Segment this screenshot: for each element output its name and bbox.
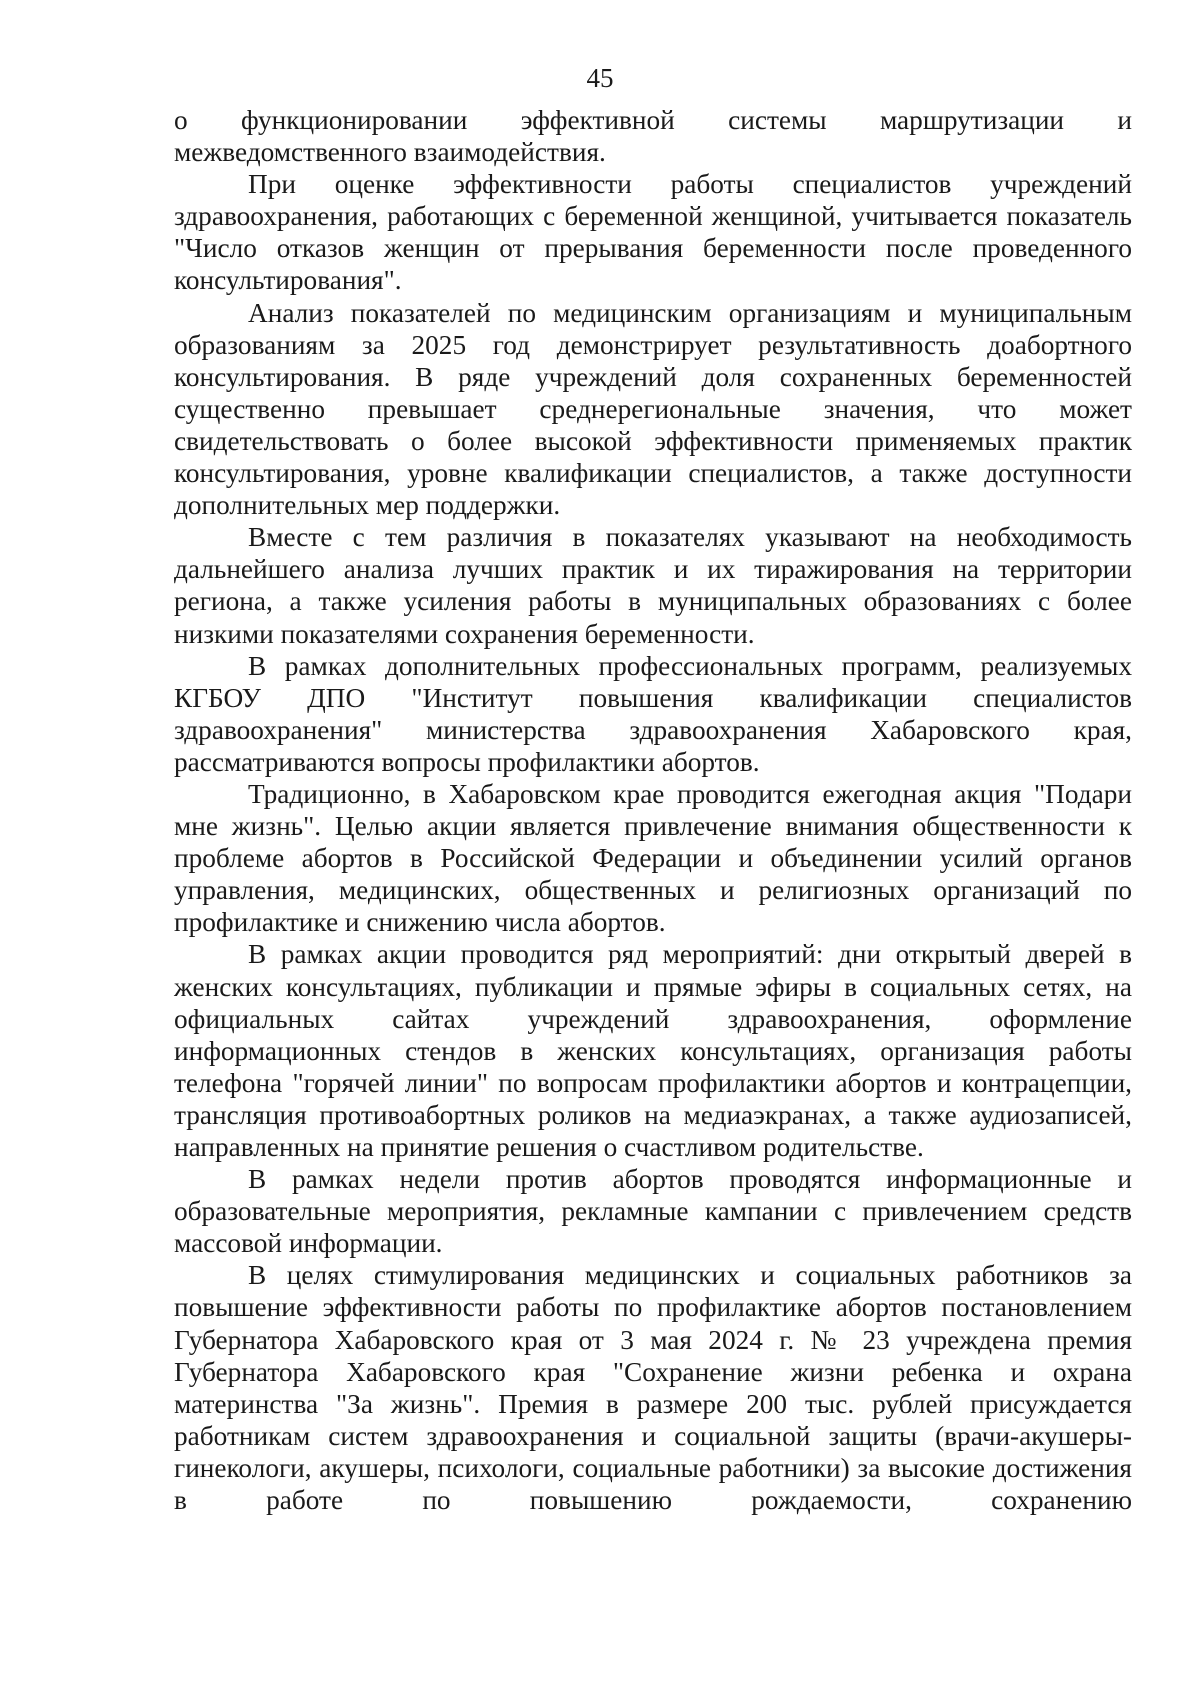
paragraph-annual-campaign: Традиционно, в Хабаровском крае проводится ежегодная акция "Подари мне жизнь". Целью акции является привлечение внимания общественности к проблеме абортов в Российской Федерации и объединении усилий органов управления, медицинских, общественных и религиозных организаций по профилактике и снижению числа абортов. [174,778,1132,938]
paragraph-anti-abortion-week: В рамках недели против абортов проводятся информационные и образовательные мероприятия, рекламные кампании с привлечением средств массовой информации. [174,1164,1132,1259]
paragraph-governor-award: В целях стимулирования медицинских и социальных работников за повышение эффективности работы по профилактике абортов постановлением Губернатора Хабаровского края от 3 мая 2024 г. № 23 учреждена премия Губернатора Хабаровского края "Сохранение жизни ребенка и охрана материнства "За жизнь". Премия в размере 200 тыс. рублей присуждается работникам систем здравоохранения и социальной защиты (врачи-акушеры-гинекологи, акушеры, психологи, социальные работники) за высокие достижения в работе по повышению рождаемости, сохранению [174,1260,1132,1516]
page-number: 45 [586,63,614,93]
paragraph-professional-programs: В рамках дополнительных профессиональных программ, реализуемых КГБОУ ДПО "Институт повышения квалификации специалистов здравоохранения" министерства здравоохранения Хабаровского края, рассматриваются вопросы профилактики абортов. [174,650,1132,777]
paragraph-evaluation-indicator: При оценке эффективности работы специалистов учреждений здравоохранения, работающих с беременной женщиной, учитывается показатель "Число отказов женщин от прерывания беременности после проведенного консультирования". [174,169,1132,296]
paragraph-analysis-2025: Анализ показателей по медицинским организациям и муниципальным образованиям за 2025 год демонстрирует результативность доабортного консультирования. В ряде учреждений доля сохраненных беременностей существенно превышает среднерегиональные значения, что может свидетельствовать о более высокой эффективности применяемых практик консультирования, уровне квалификации специалистов, а также доступности дополнительных мер поддержки. [174,297,1132,521]
paragraph-continuation: о функционировании эффективной системы маршрутизации и межведомственного взаимодействия. [174,105,1132,168]
document-body [174,104,1132,1516]
paragraph-best-practices: Вместе с тем различия в показателях указывают на необходимость дальнейшего анализа лучших практик и их тиражирования на территории региона, а также усиления работы в муниципальных образованиях с более низкими показателями сохранения беременности. [174,522,1132,649]
paragraph-campaign-events: В рамках акции проводится ряд мероприятий: дни открытый дверей в женских консультациях, публикации и прямые эфиры в социальных сетях, на официальных сайтах учреждений здравоохранения, оформление информационных стендов в женских консультациях, организация работы телефона "горячей линии" по вопросам профилактики абортов и контрацепции, трансляция противоабортных роликов на медиаэкранах, а также аудиозаписей, направленных на принятие решения о счастливом родительстве. [174,939,1132,1162]
